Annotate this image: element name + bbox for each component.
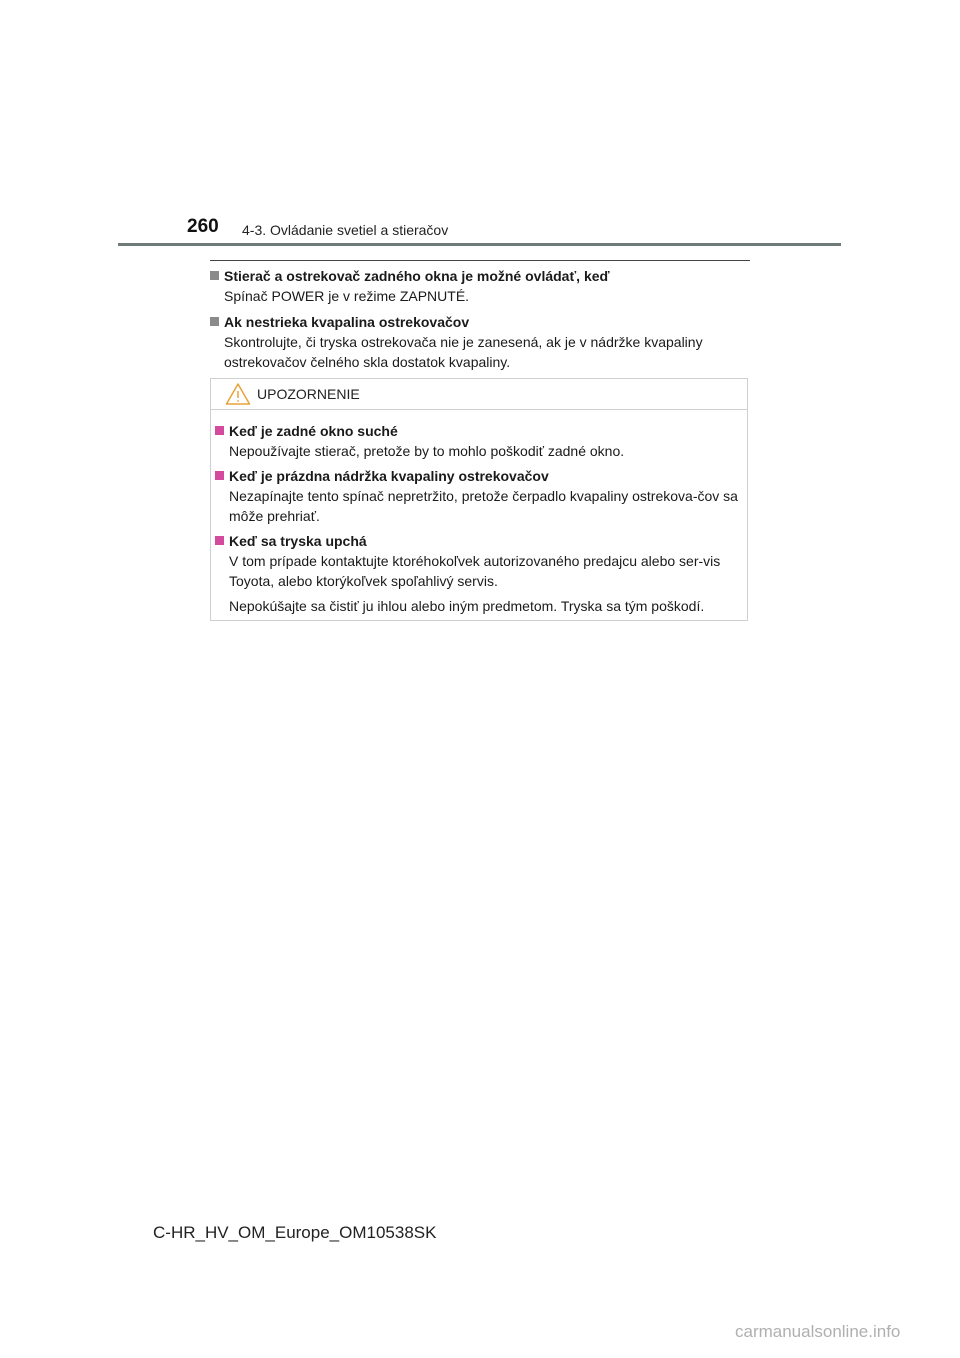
list-item: [210, 312, 755, 372]
content-rule: [210, 260, 750, 261]
warning-item-body: Nepokúšajte sa čistiť ju ihlou alebo iným predmetom. Tryska sa tým poškodí.: [229, 598, 705, 614]
section-title: 4-3. Ovládanie svetiel a stieračov: [242, 222, 449, 238]
warning-triangle-icon: [225, 382, 251, 406]
warning-item-heading: Keď sa tryska upchá: [229, 533, 367, 549]
item-heading: Stierač a ostrekovač zadného okna je možné ovládať, keď: [224, 268, 610, 284]
item-heading: Ak nestrieka kvapalina ostrekovačov: [224, 314, 470, 330]
bullet-square-icon: [210, 271, 219, 280]
bullet-square-icon: [215, 426, 224, 435]
page-number: 260: [187, 216, 219, 237]
footer-document-id: C-HR_HV_OM_Europe_OM10538SK: [153, 1223, 437, 1242]
warning-item: [215, 531, 747, 616]
bullet-square-icon: [210, 317, 219, 326]
watermark: carmanualsonline.info: [735, 1322, 901, 1341]
warning-header: [211, 379, 747, 410]
list-item: [210, 266, 755, 306]
bullet-square-icon: [215, 471, 224, 480]
warning-item: [215, 466, 747, 526]
warning-item-body: Nepoužívajte stierač, pretože by to mohlo poškodiť zadné okno.: [229, 443, 625, 459]
warning-item-heading: Keď je zadné okno suché: [229, 423, 398, 439]
warning-item: [215, 421, 747, 461]
item-body: Spínač POWER je v režime ZAPNUTÉ.: [224, 288, 470, 304]
item-body: Skontrolujte, či tryska ostrekovača nie je zanesená, ak je v nádržke kvapaliny ostrekovačov čelného skla dostatok kvapaliny.: [224, 334, 703, 370]
warning-item-body: V tom prípade kontaktujte ktoréhokoľvek autorizovaného predajcu alebo ser-vis Toyota, alebo ktorýkoľvek spoľahlivý servis.: [229, 553, 721, 589]
warning-item-body: Nezapínajte tento spínač nepretržito, pretože čerpadlo kvapaliny ostrekova-čov sa môže prehriať.: [229, 488, 738, 524]
warning-body: [211, 410, 747, 616]
content-section: [210, 266, 755, 378]
bullet-square-icon: [215, 536, 224, 545]
header-rule: [118, 243, 841, 246]
warning-title: UPOZORNENIE: [257, 386, 360, 402]
warning-box: [210, 378, 748, 621]
warning-item-heading: Keď je prázdna nádržka kvapaliny ostrekovačov: [229, 468, 549, 484]
